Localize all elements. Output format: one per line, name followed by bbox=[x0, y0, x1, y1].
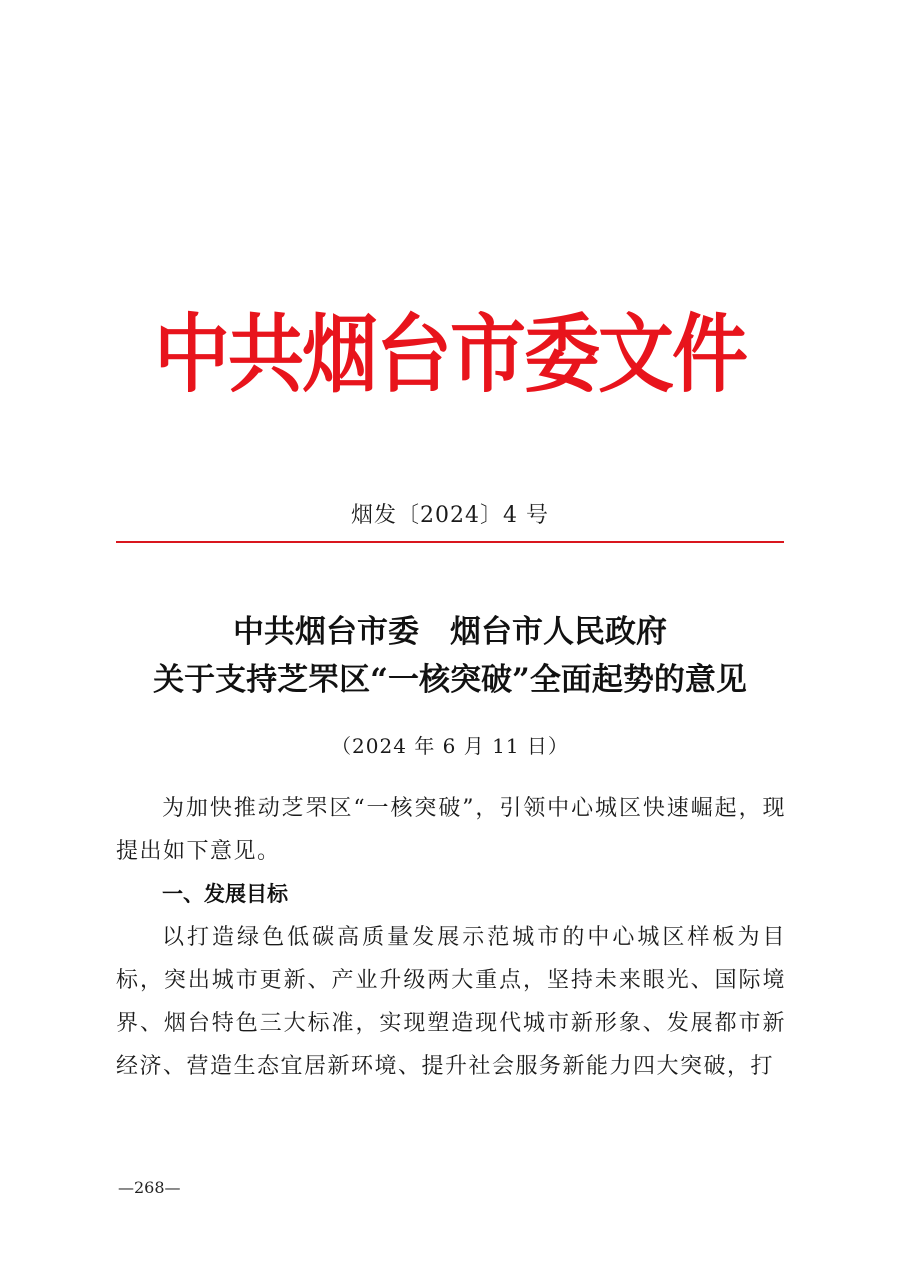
red-divider-line bbox=[116, 541, 784, 543]
issue-date: （2024 年 6 月 11 日） bbox=[331, 734, 569, 758]
page-number: —268— bbox=[118, 1178, 181, 1197]
title-line-2: 关于支持芝罘区“一核突破”全面起势的意见 bbox=[153, 662, 747, 698]
section-heading-goals: 一、发展目标 bbox=[162, 882, 288, 906]
document-masthead: 中共烟台市委文件 bbox=[154, 304, 746, 405]
title-line-1: 中共烟台市委 烟台市人民政府 bbox=[233, 614, 667, 650]
section-paragraph-goals: 以打造绿色低碳高质量发展示范城市的中心城区样板为目标，突出城市更新、产业升级两大重点，坚持未来眼光、国际境界、烟台特色三大标准，实现塑造现代城市新形象、发展都市新经济、营造生态宜居新环境、提升社会服务新能力四大突破，打 bbox=[116, 925, 786, 1079]
intro-paragraph: 为加快推动芝罘区“一核突破”，引领中心城区快速崛起，现提出如下意见。 bbox=[116, 796, 786, 864]
document-title bbox=[0, 608, 900, 704]
document-number: 烟发〔2024〕4 号 bbox=[351, 503, 549, 528]
